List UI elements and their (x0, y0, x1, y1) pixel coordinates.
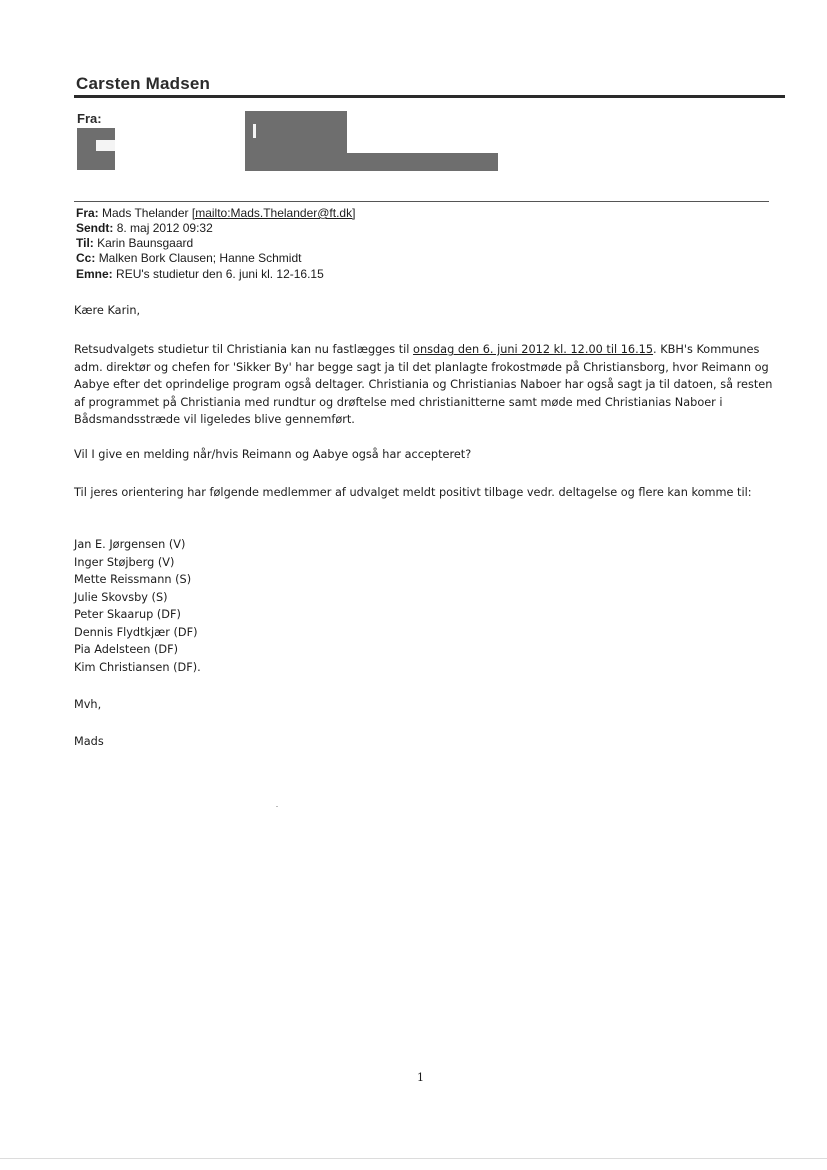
signature: Mads (74, 735, 104, 748)
list-item: Dennis Flydtkjær (DF) (74, 625, 198, 639)
header-to (76, 236, 193, 251)
p1-start: Retsudvalgets studietur til Christiania kan nu fastlægges til (74, 343, 414, 356)
page-bottom-edge (0, 1158, 827, 1159)
from-mailto-link[interactable]: [mailto:Mads.Thelander@ft.dk] (191, 206, 356, 220)
list-item: Kim Christiansen (DF). (74, 660, 201, 674)
from-value: Mads Thelander (102, 206, 189, 220)
scan-speck (276, 806, 278, 807)
list-item: Inger Støjberg (V) (74, 555, 175, 569)
sent-label: Sendt: (76, 221, 114, 235)
sent-value: 8. maj 2012 09:32 (116, 221, 213, 235)
top-divider (74, 95, 785, 98)
subject-label: Emne: (76, 267, 113, 281)
sender-name: Carsten Madsen (76, 74, 211, 93)
from-label: Fra: (76, 206, 99, 220)
fra-label: Fra: (77, 111, 102, 126)
member-list (74, 536, 201, 676)
list-item: Mette Reissmann (S) (74, 573, 192, 586)
cc-value: Malken Bork Clausen; Hanne Schmidt (98, 251, 302, 265)
p1-date-underlined: onsdag den 6. juni 2012 kl. 12.00 til 16.15 (413, 343, 654, 356)
header-subject (76, 267, 324, 282)
header-cc (76, 251, 301, 266)
body-paragraph-3: Til jeres orientering har følgende medlemmer af udvalget meldt positivt tilbage vedr. deltagelse og flere kan komme til: (74, 486, 752, 499)
list-item: Pia Adelsteen (DF) (74, 643, 178, 656)
header-divider (74, 201, 769, 202)
closing: Mvh, (74, 698, 102, 711)
page-number: 1 (417, 1071, 424, 1084)
header-from (76, 206, 355, 221)
to-value: Karin Baunsgaard (97, 236, 194, 250)
to-label: Til: (76, 236, 94, 250)
header-sent (76, 221, 213, 236)
list-item: Peter Skaarup (DF) (74, 608, 181, 621)
cc-label: Cc: (76, 251, 96, 265)
body-paragraph-1 (74, 341, 774, 429)
body-paragraph-2: Vil I give en melding når/hvis Reimann og Aabye også har accepteret? (74, 448, 472, 461)
greeting: Kære Karin, (74, 304, 141, 317)
p1-rest: . KBH's Kommunes adm. direktør og chefen for 'Sikker By' har begge sagt ja til det planlagte frokostmøde på Christiansborg, hvor Reimann og Aabye efter det oprindelige program også deltager. Christiania og Christianias Naboer har også sagt ja til datoen, så resten af programmet på Christiania med rundtur og drøftelse med christianitterne samt møde med Christianias Naboer i Bådsmandsstræde vil ligeledes blive gennemført. (74, 343, 773, 426)
list-item: Jan E. Jørgensen (V) (74, 538, 186, 551)
subject-value: REU's studietur den 6. juni kl. 12-16.15 (116, 267, 324, 281)
list-item: Julie Skovsby (S) (74, 590, 168, 604)
